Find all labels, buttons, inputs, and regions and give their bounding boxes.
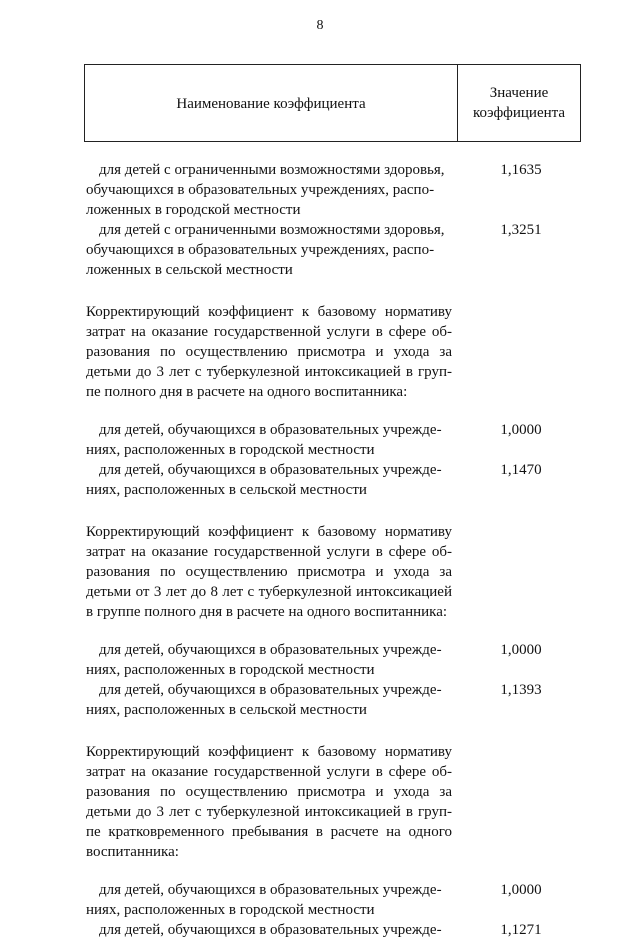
description-line: для детей, обучающихся в образовательных учрежде- — [99, 882, 442, 898]
row-description — [86, 220, 452, 280]
row-description — [86, 920, 452, 940]
coefficient-value: 1,1470 — [500, 462, 542, 478]
description-line: для детей с ограниченными возможностями здоровья, — [99, 162, 445, 178]
description-line: ниях, расположенных в городской местности — [86, 902, 375, 918]
row-description — [86, 680, 452, 720]
row-description — [86, 420, 452, 460]
paragraph-line: разования по осуществлению присмотра и ухода за — [86, 784, 452, 800]
paragraph-line: затрат на оказание государственной услуги в сфере об- — [86, 764, 452, 780]
coefficient-row — [86, 680, 582, 720]
coefficient-row — [86, 640, 582, 680]
paragraph-line: Корректирующий коэффициент к базовому нормативу — [86, 744, 452, 760]
coefficient-paragraph — [86, 522, 452, 622]
coefficient-row — [86, 920, 582, 940]
description-line: ложенных в городской местности — [86, 202, 301, 218]
paragraph-line: разования по осуществлению присмотра и ухода за — [86, 344, 452, 360]
coefficient-row — [86, 460, 582, 500]
paragraph-line: Корректирующий коэффициент к базовому нормативу — [86, 304, 452, 320]
description-line: для детей, обучающихся в образовательных учрежде- — [99, 422, 442, 438]
paragraph-line: затрат на оказание государственной услуги в сфере об- — [86, 544, 452, 560]
paragraph-line: детьми от 3 лет до 8 лет с туберкулезной интоксикацией — [86, 584, 452, 600]
row-description — [86, 160, 452, 220]
value-header-line-2: коэффициента — [472, 105, 566, 121]
description-line: ниях, расположенных в городской местности — [86, 442, 375, 458]
row-description — [86, 880, 452, 920]
description-line: ниях, расположенных в сельской местности — [86, 482, 367, 498]
coefficient-block — [86, 302, 582, 500]
row-description — [86, 460, 452, 500]
coefficient-value: 1,0000 — [500, 882, 542, 898]
coefficient-row — [86, 420, 582, 460]
paragraph-line: Корректирующий коэффициент к базовому нормативу — [86, 524, 452, 540]
coefficient-value: 1,1393 — [500, 682, 542, 698]
coefficient-block — [86, 522, 582, 720]
paragraph-line: воспитанника: — [86, 844, 179, 860]
description-line: ниях, расположенных в городской местности — [86, 662, 375, 678]
coefficient-block — [86, 742, 582, 940]
description-line: ниях, расположенных в сельской местности — [86, 702, 367, 718]
coefficient-row — [86, 880, 582, 920]
paragraph-line: детьми до 3 лет с туберкулезной интоксикацией в груп- — [86, 804, 452, 820]
description-line: для детей, обучающихся в образовательных учрежде- — [99, 682, 442, 698]
paragraph-line: пе полного дня в расчете на одного воспитанника: — [86, 384, 408, 400]
coefficient-block — [86, 160, 582, 280]
description-line: для детей, обучающихся в образовательных учрежде- — [99, 642, 442, 658]
paragraph-line: детьми до 3 лет с туберкулезной интоксикацией в груп- — [86, 364, 452, 380]
description-line: для детей, обучающихся в образовательных учрежде- — [99, 922, 442, 938]
paragraph-line: пе кратковременного пребывания в расчете на одного — [86, 824, 452, 840]
paragraph-line: разования по осуществлению присмотра и ухода за — [86, 564, 452, 580]
coefficient-row — [86, 220, 582, 280]
coefficient-value: 1,3251 — [500, 222, 542, 238]
coefficient-value: 1,1271 — [500, 922, 542, 938]
coefficient-table-body — [86, 160, 582, 940]
coefficient-value: 1,0000 — [500, 642, 542, 658]
paragraph-line: затрат на оказание государственной услуги в сфере об- — [86, 324, 452, 340]
page-number: 8 — [316, 18, 324, 33]
paragraph-line: в группе полного дня в расчете на одного воспитанника: — [86, 604, 448, 620]
coefficient-row — [86, 160, 582, 220]
coefficient-paragraph — [86, 302, 452, 402]
description-line: для детей с ограниченными возможностями здоровья, — [99, 222, 445, 238]
value-header-line-1: Значение — [489, 85, 549, 101]
row-description — [86, 640, 452, 680]
description-line: для детей, обучающихся в образовательных учрежде- — [99, 462, 442, 478]
coefficient-value-column-header — [458, 65, 580, 141]
coefficient-value: 1,1635 — [500, 162, 542, 178]
coefficient-name-column-header: Наименование коэффициента — [85, 65, 458, 141]
description-line: ложенных в сельской местности — [86, 262, 293, 278]
description-line: обучающихся в образовательных учреждениях, распо- — [86, 242, 435, 258]
coefficient-paragraph — [86, 742, 452, 862]
table-header — [84, 64, 581, 142]
coefficient-value: 1,0000 — [500, 422, 542, 438]
description-line: обучающихся в образовательных учреждениях, распо- — [86, 182, 435, 198]
